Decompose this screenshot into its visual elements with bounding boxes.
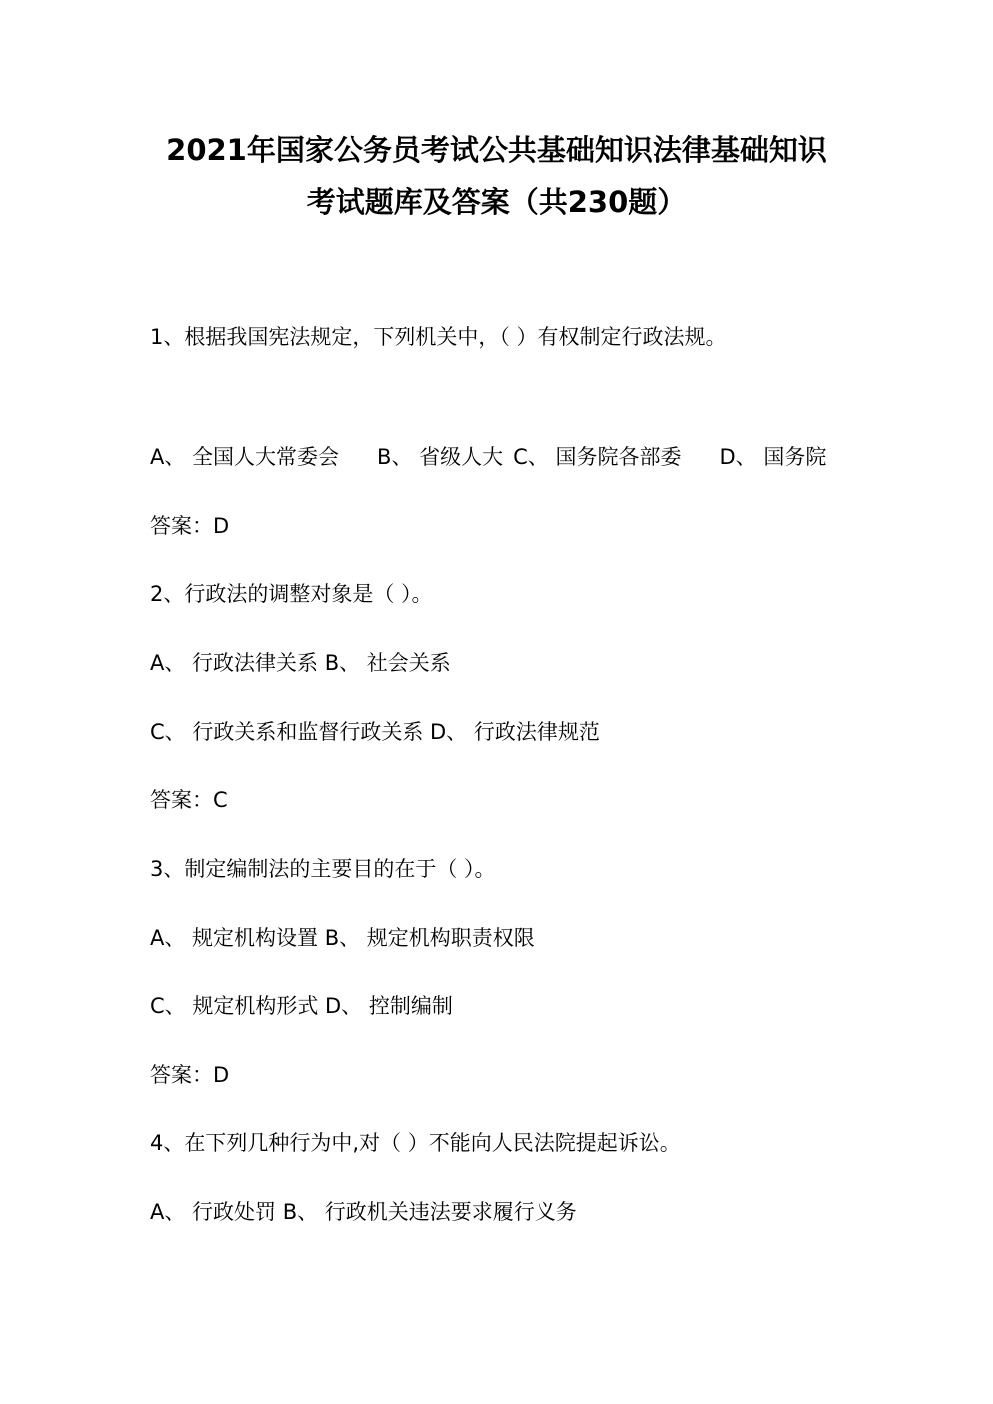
question-3-options-line-1: A、 规定机构设置 B、 规定机构职责权限	[150, 926, 535, 950]
document-title-line-1: 2021年国家公务员考试公共基础知识法律基础知识	[166, 133, 827, 167]
question-2-answer: 答案：C	[150, 788, 228, 812]
question-4-stem: 4、在下列几种行为中,对（ ）不能向人民法院提起诉讼。	[150, 1131, 681, 1155]
question-1-option-d: D、 国务院	[719, 445, 827, 469]
question-2-stem: 2、行政法的调整对象是（ ）。	[150, 582, 433, 606]
question-1-option-c: C、 国务院各部委	[513, 445, 682, 469]
question-1-option-b: B、 省级人大	[377, 445, 504, 469]
question-1-stem: 1、根据我国宪法规定，下列机关中，（ ）有权制定行政法规。	[150, 325, 727, 349]
question-3-stem: 3、制定编制法的主要目的在于（ ）。	[150, 857, 496, 881]
question-4-options-line-1: A、 行政处罚 B、 行政机关违法要求履行义务	[150, 1200, 577, 1224]
question-2-options-line-2: C、 行政关系和监督行政关系 D、 行政法律规范	[150, 720, 600, 744]
question-3-options-line-2: C、 规定机构形式 D、 控制编制	[150, 994, 453, 1018]
question-3-answer: 答案：D	[150, 1063, 230, 1087]
question-1-answer: 答案：D	[150, 514, 230, 538]
question-1-options	[150, 442, 826, 472]
question-2-options-line-1: A、 行政法律关系 B、 社会关系	[150, 651, 451, 675]
document-title-line-2: 考试题库及答案（共230题）	[306, 185, 687, 219]
question-1-option-a: A、 全国人大常委会	[150, 445, 340, 469]
